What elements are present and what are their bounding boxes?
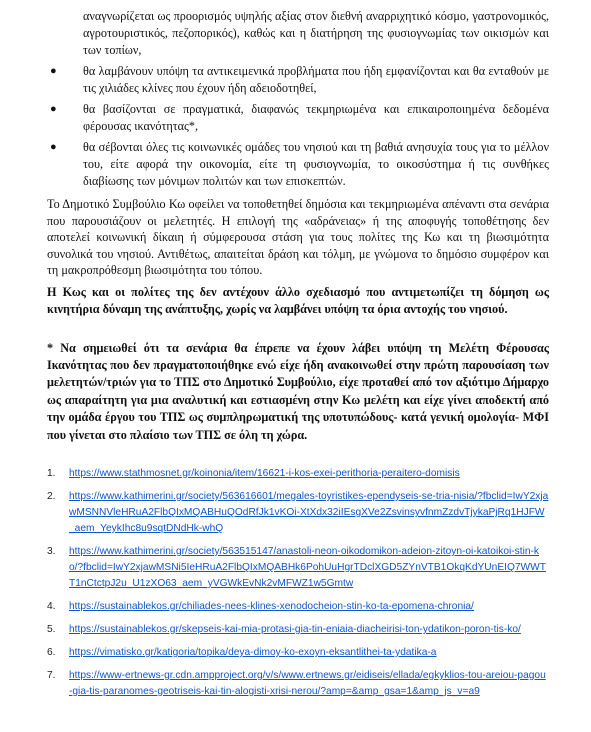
reference-number: 3.	[47, 545, 56, 557]
reference-link[interactable]: https://sustainablekos.gr/skepseis-kai-mia-protasi-gia-tin-eniaia-diacheirisi-ton-ydatikon-poron-tis-ko/	[69, 623, 521, 635]
bullet-item	[47, 101, 549, 135]
footnote: * Να σημειωθεί ότι τα σενάρια θα έπρεπε να έχουν λάβει υπόψη τη Μελέτη Φέρουσας Ικανότητας που δεν πραγματοποιήθηκε ενώ είχε ήδη ανακοινωθεί στην πρώτη παρουσίαση των μελετητών/τριών για το ΤΠΣ στο Δημοτικό Συμβούλιο, είχε προταθεί από τον αξιότιμο Δήμαρχο ως απαραίτητη για μια αναλυτική και εστιασμένη στην Κω μελέτη και είχε γίνει αποδεκτή από την ομάδα έργου του ΤΠΣ ως συμπληρωματική της υποτυπώδους- κατά γενική ομολογία- ΜΦΙ που γίνεται στο πλαίσιο των ΤΠΣ σε όλη τη χώρα.	[47, 340, 549, 442]
reference-item	[47, 668, 549, 700]
reference-item	[47, 645, 549, 661]
reference-item	[47, 466, 549, 482]
bold-statement: Η Κως και οι πολίτες της δεν αντέχουν άλλο σχεδιασμό που αντιμετωπίζει τη δόμηση ως κινητήρια δύναμη της ανάπτυξης, χωρίς να λαμβάνει υπόψη τα όρια αντοχής του νησιού.	[47, 284, 549, 316]
reference-number: 6.	[47, 646, 56, 658]
bullet-icon: ●	[50, 141, 57, 153]
reference-number: 4.	[47, 600, 56, 612]
intro-continuation: αναγνωρίζεται ως προορισμός υψηλής αξίας στον διεθνή αναρριχητικό κόσμο, γαστρονομικός, αγροτουριστικός, πεζοπορικός), καθώς και η διατήρηση της φυσιογνωμίας των οικισμών και των τοπίων,	[83, 9, 549, 57]
bullet-item	[47, 139, 549, 190]
body-paragraph: Το Δημοτικό Συμβούλιο Κω οφείλει να τοποθετηθεί δημόσια και τεκμηριωμένα απέναντι στα σενάρια που παρουσιάζουν οι μελετητές. Η επιλογή της «αδράνειας» ή της αποφυγής τοποθέτησης δεν αποτελεί κοινωνική δίκαιη ή σύμφερουσα στάση για τους πολίτες της Κω και τη βιωσιμότητα συνολικά του νησιού. Αντιθέτως, απαιτείται δράση και τόλμη, με γνώμονα το δημόσιο συμφέρον και τη μακροπρόθεσμη βιωσιμότητα του τόπου.	[47, 197, 549, 277]
reference-link[interactable]: https://www.kathimerini.gr/society/563616601/megales-toyristikes-ependyseis-se-tria-nisia/?fbclid=IwY2xjawMSNNVleHRuA2FlbQIxMQABHuQOdRfJk1vKOi-XtXdx32iIEsgXVe2ZsvinsyvfnmZzdvTjykaPjRq1HJFW_aem_YeykIhc8u9sqtDNdHk-whQ	[69, 490, 549, 534]
reference-link[interactable]: https://www.kathimerini.gr/society/563515147/anastoli-neon-oikodomikon-adeion-zitoyn-oi-katoikoi-stin-ko/?fbclid=IwY2xjawMSNi5IeHRuA2FlbQIxMQABHk6PohUuHgrTDclXGD5ZYnVTB1OkqKdYUnEIQ7WWTT1nCtctpJ2u_U1zXO63_aem_yVGWkEvNk2vMFWZ1w5Gmtw	[69, 545, 546, 589]
reference-number: 1.	[47, 467, 56, 479]
reference-number: 2.	[47, 490, 56, 502]
reference-item	[47, 544, 549, 592]
bullet-item	[47, 63, 549, 97]
reference-list	[47, 466, 549, 700]
bullet-text: θα λαμβάνουν υπόψη τα αντικειμενικά προβλήματα που ήδη εμφανίζονται και θα ενταθούν με τις χιλιάδες κλίνες που έχουν ήδη αδειοδοτηθεί,	[83, 64, 549, 95]
reference-item	[47, 489, 549, 537]
reference-link[interactable]: https://sustainablekos.gr/chiliades-nees-klines-xenodocheion-stin-ko-ta-epomena-chronia/	[69, 600, 474, 612]
bullet-list	[47, 63, 549, 190]
bullet-text: θα σέβονται όλες τις κοινωνικές ομάδες του νησιού και τη βαθιά ανησυχία τους για το μέλλον του, είτε αφορά την οικονομία, είτε τη φυσιογνωμία, το οικοσύστημα ή τις συνθήκες διαβίωσης των μόνιμων πολιτών και των επισκεπτών.	[83, 140, 549, 188]
bullet-icon: ●	[50, 65, 57, 77]
reference-link[interactable]: https://www-ertnews-gr.cdn.ampproject.org/v/s/www.ertnews.gr/eidiseis/ellada/egkyklios-tou-areiou-pagou-gia-tis-paranomes-geotriseis-kai-tin-alogisti-xrisi-nerou/?amp=&amp_gsa=1&amp_js_v=a9	[69, 669, 546, 697]
bullet-text: θα βασίζονται σε πραγματικά, διαφανώς τεκμηριωμένα και επικαιροποιημένα δεδομένα φέρουσας ικανότητας*,	[83, 102, 549, 133]
bullet-icon: ●	[50, 103, 57, 115]
reference-item	[47, 599, 549, 615]
reference-number: 7.	[47, 669, 56, 681]
reference-item	[47, 622, 549, 638]
reference-link[interactable]: https://vimatisko.gr/katigoria/topika/deya-dimoy-ko-exoyn-eksantlithei-ta-ydatika-a	[69, 646, 437, 658]
reference-number: 5.	[47, 623, 56, 635]
reference-link[interactable]: https://www.stathmosnet.gr/koinonia/item/16621-i-kos-exei-perithoria-peraitero-domisis	[69, 467, 460, 479]
